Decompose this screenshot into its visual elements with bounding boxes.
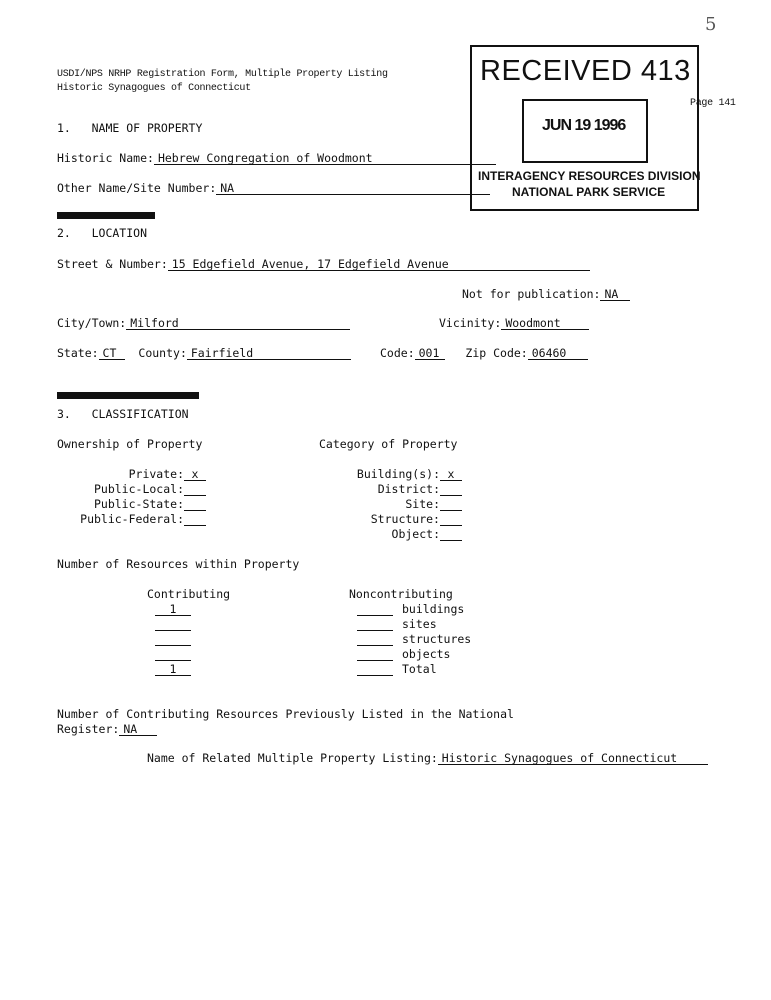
received-stamp bbox=[470, 45, 699, 211]
form-header-line2: Historic Synagogues of Connecticut bbox=[57, 83, 251, 94]
resource-structures-contributing bbox=[155, 632, 191, 646]
vicinity-row bbox=[439, 316, 589, 330]
related-listing-label: Name of Related Multiple Property Listing: bbox=[147, 751, 438, 765]
category-district-value bbox=[440, 482, 462, 496]
section2-heading: 2. LOCATION bbox=[57, 226, 148, 240]
resource-total-label: Total bbox=[402, 662, 437, 676]
historic-name-row bbox=[57, 151, 496, 165]
county-value: Fairfield bbox=[187, 346, 351, 360]
resource-structures-label: structures bbox=[402, 632, 472, 646]
stamp-division: INTERAGENCY RESOURCES DIVISION bbox=[478, 169, 701, 183]
historic-name-label: Historic Name: bbox=[57, 151, 154, 165]
ownership-public-local-value bbox=[184, 482, 206, 496]
resources-heading: Number of Resources within Property bbox=[57, 557, 300, 571]
register-value: NA bbox=[119, 722, 157, 736]
resource-sites-contributing bbox=[155, 617, 191, 631]
street-value: 15 Edgefield Avenue, 17 Edgefield Avenue bbox=[168, 257, 590, 271]
resource-objects-label: objects bbox=[402, 647, 451, 661]
related-listing-value: Historic Synagogues of Connecticut bbox=[438, 751, 708, 765]
section3-heading: 3. CLASSIFICATION bbox=[57, 407, 189, 421]
previously-listed-line: Number of Contributing Resources Previously Listed in the National bbox=[57, 707, 514, 721]
resource-sites-label: sites bbox=[402, 617, 437, 631]
previously-listed-row bbox=[57, 722, 157, 736]
category-site-value bbox=[440, 497, 462, 511]
street-label: Street & Number: bbox=[57, 257, 168, 271]
register-label: Register: bbox=[57, 722, 120, 736]
stamp-date: JUN 19 1996 bbox=[542, 117, 626, 134]
ownership-public-federal-label: Public-Federal: bbox=[80, 512, 184, 526]
section-divider-bar bbox=[57, 212, 155, 219]
resource-sites-noncontributing bbox=[357, 617, 393, 631]
category-heading: Category of Property bbox=[319, 437, 458, 451]
resource-objects-contributing bbox=[155, 647, 191, 661]
resource-total-contributing: 1 bbox=[155, 662, 191, 676]
nfp-label: Not for publication: bbox=[462, 287, 601, 301]
other-name-row bbox=[57, 181, 490, 195]
code-zip-row bbox=[380, 346, 588, 360]
ownership-public-local-label: Public-Local: bbox=[93, 482, 184, 496]
noncontributing-heading: Noncontributing bbox=[349, 587, 453, 601]
city-row bbox=[57, 316, 350, 330]
category-object-value bbox=[440, 527, 462, 541]
resource-buildings-label: buildings bbox=[402, 602, 465, 616]
zip-label: Zip Code: bbox=[465, 346, 528, 360]
resource-total-noncontributing bbox=[357, 662, 393, 676]
stamp-date-box bbox=[522, 99, 648, 163]
state-county-row bbox=[57, 346, 351, 360]
ownership-public-state-value bbox=[184, 497, 206, 511]
resource-buildings-noncontributing bbox=[357, 602, 393, 616]
page-number: Page 141 bbox=[690, 98, 736, 109]
resource-objects-noncontributing bbox=[357, 647, 393, 661]
ownership-heading: Ownership of Property bbox=[57, 437, 203, 451]
ownership-public-state-label: Public-State: bbox=[93, 497, 184, 511]
ownership-public-federal-value bbox=[184, 512, 206, 526]
state-value: CT bbox=[99, 346, 125, 360]
stamp-service: NATIONAL PARK SERVICE bbox=[512, 185, 666, 199]
category-structure-label: Structure: bbox=[370, 512, 440, 526]
section1-heading: 1. NAME OF PROPERTY bbox=[57, 121, 203, 135]
code-value: 001 bbox=[415, 346, 445, 360]
ownership-private-value: x bbox=[184, 467, 206, 481]
other-name-label: Other Name/Site Number: bbox=[57, 181, 217, 195]
category-structure-value bbox=[440, 512, 462, 526]
related-listing-row bbox=[147, 751, 708, 765]
street-row bbox=[57, 257, 590, 271]
corner-handwritten-mark: 5 bbox=[705, 14, 717, 35]
not-for-publication-row bbox=[462, 287, 630, 301]
contributing-heading: Contributing bbox=[147, 587, 231, 601]
state-label: State: bbox=[57, 346, 99, 360]
nfp-value: NA bbox=[600, 287, 630, 301]
category-building-label: Building(s): bbox=[356, 467, 440, 481]
category-building-value: x bbox=[440, 467, 462, 481]
section-divider-bar bbox=[57, 392, 199, 399]
other-name-value: NA bbox=[216, 181, 490, 195]
category-district-label: District: bbox=[377, 482, 440, 496]
city-label: City/Town: bbox=[57, 316, 127, 330]
zip-value: 06460 bbox=[528, 346, 588, 360]
historic-name-value: Hebrew Congregation of Woodmont bbox=[154, 151, 496, 165]
stamp-title: RECEIVED 413 bbox=[480, 55, 691, 87]
resource-structures-noncontributing bbox=[357, 632, 393, 646]
category-site-label: Site: bbox=[405, 497, 440, 511]
code-label: Code: bbox=[380, 346, 415, 360]
category-object-label: Object: bbox=[391, 527, 440, 541]
county-label: County: bbox=[138, 346, 187, 360]
form-header-line1: USDI/NPS NRHP Registration Form, Multiple Property Listing bbox=[57, 69, 388, 80]
ownership-private-label: Private: bbox=[128, 467, 184, 481]
vicinity-label: Vicinity: bbox=[439, 316, 502, 330]
city-value: Milford bbox=[126, 316, 350, 330]
resource-buildings-contributing: 1 bbox=[155, 602, 191, 616]
vicinity-value: Woodmont bbox=[501, 316, 589, 330]
